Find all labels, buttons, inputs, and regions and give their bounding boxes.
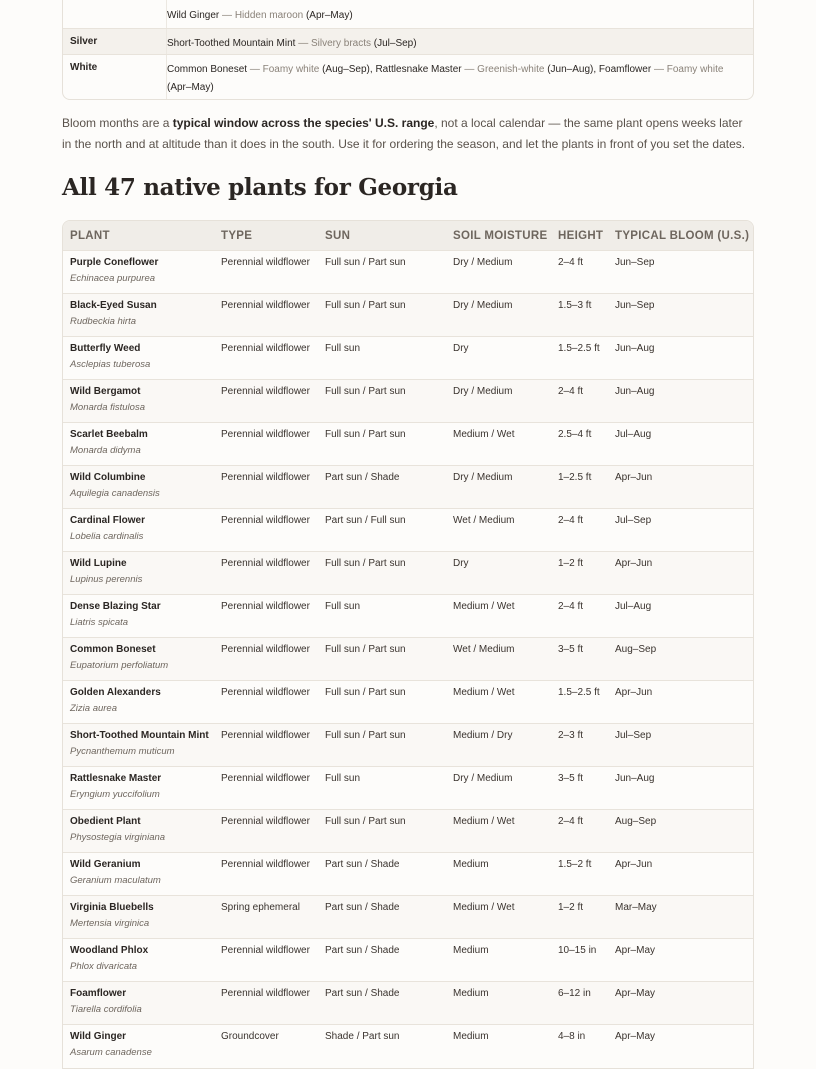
type-cell: Perennial wildflower bbox=[221, 300, 310, 311]
plant-cell bbox=[63, 767, 214, 810]
sun-cell: Part sun / Full sun bbox=[325, 515, 406, 526]
height-cell: 1–2.5 ft bbox=[558, 472, 592, 483]
plant-name: Purple Coneflower bbox=[70, 257, 159, 268]
bloom-cell: Apr–Jun bbox=[615, 859, 653, 870]
soil-cell: Medium / Dry bbox=[453, 730, 513, 741]
plant-ref: Wild Ginger — Hidden maroon (Apr–May) bbox=[167, 10, 353, 21]
plant-cell bbox=[63, 595, 214, 638]
color-group-plants bbox=[167, 0, 753, 28]
type-cell: Spring ephemeral bbox=[221, 902, 300, 913]
color-row bbox=[63, 28, 753, 54]
bloom-cell: Apr–May bbox=[615, 1031, 656, 1042]
bloom-cell: Aug–Sep bbox=[615, 644, 657, 655]
plant-cell bbox=[63, 896, 214, 939]
soil-cell: Medium / Wet bbox=[453, 687, 515, 698]
height-cell: 3–5 ft bbox=[558, 773, 584, 784]
scientific-name: Asclepias tuberosa bbox=[70, 359, 151, 370]
table-row bbox=[63, 509, 753, 552]
scientific-name: Echinacea purpurea bbox=[70, 273, 156, 284]
sun-cell: Part sun / Shade bbox=[325, 988, 400, 999]
bloom-cell: Jun–Aug bbox=[615, 386, 655, 397]
plant-name: Butterfly Weed bbox=[70, 343, 141, 354]
plant-cell bbox=[63, 939, 214, 982]
sun-cell: Full sun bbox=[325, 343, 361, 354]
sun-cell: Full sun / Part sun bbox=[325, 300, 406, 311]
soil-cell: Dry bbox=[453, 343, 469, 354]
plant-cell bbox=[63, 810, 214, 853]
plant-name: Wild Ginger bbox=[70, 1031, 127, 1042]
type-cell: Perennial wildflower bbox=[221, 343, 310, 354]
type-cell: Groundcover bbox=[221, 1031, 279, 1042]
plant-name: Virginia Bluebells bbox=[70, 902, 154, 913]
soil-cell: Dry / Medium bbox=[453, 773, 513, 784]
plant-ref: Common Boneset — Foamy white (Aug–Sep) bbox=[167, 64, 370, 75]
sun-cell: Shade / Part sun bbox=[325, 1031, 400, 1042]
soil-cell: Wet / Medium bbox=[453, 515, 515, 526]
scientific-name: Physostegia virginiana bbox=[70, 832, 166, 843]
plant-name: Rattlesnake Master bbox=[70, 773, 162, 784]
height-cell: 2–4 ft bbox=[558, 386, 584, 397]
color-row bbox=[63, 0, 753, 28]
type-cell: Perennial wildflower bbox=[221, 558, 310, 569]
col-header-plant[interactable]: PLANT bbox=[63, 221, 214, 251]
soil-cell: Medium / Wet bbox=[453, 902, 515, 913]
height-cell: 4–8 in bbox=[558, 1031, 586, 1042]
soil-cell: Dry / Medium bbox=[453, 386, 513, 397]
bloom-cell: Apr–Jun bbox=[615, 687, 653, 698]
bloom-cell: Jun–Sep bbox=[615, 300, 655, 311]
plant-cell bbox=[63, 552, 214, 595]
type-cell: Perennial wildflower bbox=[221, 859, 310, 870]
sun-cell: Full sun / Part sun bbox=[325, 429, 406, 440]
table-row bbox=[63, 294, 753, 337]
sun-cell: Full sun / Part sun bbox=[325, 558, 406, 569]
soil-cell: Dry / Medium bbox=[453, 300, 513, 311]
type-cell: Perennial wildflower bbox=[221, 730, 310, 741]
scientific-name: Phlox divaricata bbox=[70, 961, 138, 972]
scientific-name: Pycnanthemum muticum bbox=[70, 746, 175, 757]
height-cell: 2.5–4 ft bbox=[558, 429, 592, 440]
bloom-cell: Apr–Jun bbox=[615, 472, 653, 483]
plant-ref: Foamflower — Foamy white (Apr–May) bbox=[167, 64, 724, 93]
plant-name: Short-Toothed Mountain Mint bbox=[70, 730, 209, 741]
plant-name: Wild Lupine bbox=[70, 558, 127, 569]
col-header-soil-moisture[interactable]: SOIL MOISTURE bbox=[446, 221, 551, 251]
table-row bbox=[63, 595, 753, 638]
scientific-name: Eryngium yuccifolium bbox=[70, 789, 160, 800]
plant-cell bbox=[63, 681, 214, 724]
soil-cell: Medium bbox=[453, 945, 489, 956]
soil-cell: Medium bbox=[453, 859, 489, 870]
bloom-cell: Jul–Sep bbox=[615, 515, 652, 526]
plant-cell bbox=[63, 638, 214, 681]
sun-cell: Full sun / Part sun bbox=[325, 816, 406, 827]
plant-name: Scarlet Beebalm bbox=[70, 429, 148, 440]
scientific-name: Eupatorium perfoliatum bbox=[70, 660, 169, 671]
col-header-sun[interactable]: SUN bbox=[318, 221, 446, 251]
bloom-cell: Jun–Aug bbox=[615, 343, 655, 354]
type-cell: Perennial wildflower bbox=[221, 773, 310, 784]
color-group-name: Silver bbox=[63, 29, 167, 54]
scientific-name: Tiarella cordifolia bbox=[70, 1004, 142, 1015]
sun-cell: Full sun / Part sun bbox=[325, 386, 406, 397]
sun-cell: Part sun / Shade bbox=[325, 902, 400, 913]
bloom-note: Bloom months are a typical window across the species' U.S. range, not a local calendar — the same plant opens weeks later in the north and at altitude than it does in the south. Use it for ordering the season, and let the plants in front of you set the dates. bbox=[62, 116, 746, 151]
plant-name: Foamflower bbox=[70, 988, 127, 999]
height-cell: 2–4 ft bbox=[558, 601, 584, 612]
plant-name: Cardinal Flower bbox=[70, 515, 146, 526]
soil-cell: Wet / Medium bbox=[453, 644, 515, 655]
scientific-name: Lupinus perennis bbox=[70, 574, 143, 585]
table-row bbox=[63, 552, 753, 595]
table-row bbox=[63, 1025, 753, 1068]
bloom-cell: Jul–Aug bbox=[615, 601, 652, 612]
table-row bbox=[63, 724, 753, 767]
soil-cell: Medium bbox=[453, 1031, 489, 1042]
height-cell: 2–3 ft bbox=[558, 730, 584, 741]
sun-cell: Full sun / Part sun bbox=[325, 687, 406, 698]
type-cell: Perennial wildflower bbox=[221, 515, 310, 526]
table-row bbox=[63, 466, 753, 509]
table-row bbox=[63, 423, 753, 466]
bloom-cell: Apr–May bbox=[615, 945, 656, 956]
table-row bbox=[63, 681, 753, 724]
sun-cell: Full sun / Part sun bbox=[325, 257, 406, 268]
type-cell: Perennial wildflower bbox=[221, 945, 310, 956]
bloom-cell: Apr–Jun bbox=[615, 558, 653, 569]
height-cell: 1.5–2 ft bbox=[558, 859, 592, 870]
type-cell: Perennial wildflower bbox=[221, 644, 310, 655]
scientific-name: Monarda didyma bbox=[70, 445, 141, 456]
bloom-cell: Jul–Aug bbox=[615, 429, 652, 440]
soil-cell: Medium / Wet bbox=[453, 429, 515, 440]
table-row bbox=[63, 767, 753, 810]
bloom-cell: Apr–May bbox=[615, 988, 656, 999]
col-header-bloom[interactable]: TYPICAL BLOOM (U.S.) bbox=[608, 221, 753, 251]
height-cell: 10–15 in bbox=[558, 945, 597, 956]
height-cell: 1.5–3 ft bbox=[558, 300, 592, 311]
plant-cell bbox=[63, 251, 214, 294]
scientific-name: Rudbeckia hirta bbox=[70, 316, 137, 327]
bloom-cell: Mar–May bbox=[615, 902, 657, 913]
scientific-name: Mertensia virginica bbox=[70, 918, 150, 929]
scientific-name: Lobelia cardinalis bbox=[70, 531, 144, 542]
plant-name: Wild Columbine bbox=[70, 472, 146, 483]
plant-name: Golden Alexanders bbox=[70, 687, 161, 698]
table-row bbox=[63, 638, 753, 681]
height-cell: 3–5 ft bbox=[558, 644, 584, 655]
height-cell: 2–4 ft bbox=[558, 257, 584, 268]
col-header-height[interactable]: HEIGHT bbox=[551, 221, 608, 251]
plant-cell bbox=[63, 423, 214, 466]
type-cell: Perennial wildflower bbox=[221, 601, 310, 612]
plant-name: Wild Bergamot bbox=[70, 386, 141, 397]
scientific-name: Geranium maculatum bbox=[70, 875, 161, 886]
plant-cell bbox=[63, 466, 214, 509]
plant-name: Woodland Phlox bbox=[70, 945, 149, 956]
plant-cell bbox=[63, 509, 214, 552]
soil-cell: Medium bbox=[453, 988, 489, 999]
soil-cell: Medium / Wet bbox=[453, 601, 515, 612]
color-group-plants: Common Boneset — Foamy white (Aug–Sep), Rattlesnake Master — Greenish-white (Jun–Aug), Foamflower — Foamy white (Apr–May) bbox=[167, 64, 724, 93]
table-row bbox=[63, 939, 753, 982]
plant-name: Dense Blazing Star bbox=[70, 601, 161, 612]
color-group-name: White bbox=[63, 55, 167, 99]
table-row bbox=[63, 251, 753, 294]
soil-cell: Dry / Medium bbox=[453, 257, 513, 268]
plant-ref: Rattlesnake Master — Greenish-white (Jun–Aug) bbox=[375, 64, 594, 75]
plant-name: Common Boneset bbox=[70, 644, 156, 655]
soil-cell: Dry bbox=[453, 558, 469, 569]
type-cell: Perennial wildflower bbox=[221, 386, 310, 397]
bloom-cell: Aug–Sep bbox=[615, 816, 657, 827]
type-cell: Perennial wildflower bbox=[221, 687, 310, 698]
table-header-row bbox=[63, 221, 753, 251]
plant-name: Wild Geranium bbox=[70, 859, 141, 870]
bloom-cell: Jul–Sep bbox=[615, 730, 652, 741]
bloom-note-emphasis: typical window across the species' U.S. range bbox=[172, 116, 435, 130]
plant-cell bbox=[63, 1025, 214, 1068]
plant-cell bbox=[63, 380, 214, 423]
sun-cell: Part sun / Shade bbox=[325, 945, 400, 956]
table-row bbox=[63, 380, 753, 423]
plants-table bbox=[62, 220, 754, 1069]
bloom-cell: Jun–Sep bbox=[615, 257, 655, 268]
height-cell: 1.5–2.5 ft bbox=[558, 343, 600, 354]
height-cell: 1.5–2.5 ft bbox=[558, 687, 600, 698]
height-cell: 1–2 ft bbox=[558, 558, 584, 569]
soil-cell: Dry / Medium bbox=[453, 472, 513, 483]
sun-cell: Part sun / Shade bbox=[325, 472, 400, 483]
soil-cell: Medium / Wet bbox=[453, 816, 515, 827]
plant-cell bbox=[63, 724, 214, 767]
plant-cell bbox=[63, 337, 214, 380]
type-cell: Perennial wildflower bbox=[221, 429, 310, 440]
table-row bbox=[63, 853, 753, 896]
sun-cell: Full sun bbox=[325, 601, 361, 612]
table-row bbox=[63, 982, 753, 1025]
color-row bbox=[63, 54, 753, 99]
table-row bbox=[63, 337, 753, 380]
type-cell: Perennial wildflower bbox=[221, 472, 310, 483]
plant-name: Black-Eyed Susan bbox=[70, 300, 157, 311]
sun-cell: Full sun / Part sun bbox=[325, 730, 406, 741]
sun-cell: Full sun bbox=[325, 773, 361, 784]
type-cell: Perennial wildflower bbox=[221, 988, 310, 999]
scientific-name: Zizia aurea bbox=[70, 703, 117, 714]
plant-name: Obedient Plant bbox=[70, 816, 141, 827]
scientific-name: Asarum canadense bbox=[70, 1047, 152, 1058]
col-header-type[interactable]: TYPE bbox=[214, 221, 318, 251]
table-row bbox=[63, 810, 753, 853]
section-heading: All 47 native plants for Georgia bbox=[62, 174, 458, 201]
plant-cell bbox=[63, 853, 214, 896]
type-cell: Perennial wildflower bbox=[221, 816, 310, 827]
table-row bbox=[63, 896, 753, 939]
bloom-cell: Jun–Aug bbox=[615, 773, 655, 784]
color-group-name bbox=[63, 0, 167, 28]
plant-cell bbox=[63, 294, 214, 337]
height-cell: 1–2 ft bbox=[558, 902, 584, 913]
scientific-name: Aquilegia canadensis bbox=[70, 488, 160, 499]
plant-cell bbox=[63, 982, 214, 1025]
height-cell: 2–4 ft bbox=[558, 515, 584, 526]
color-group-plants bbox=[167, 29, 753, 54]
scientific-name: Liatris spicata bbox=[70, 617, 129, 628]
height-cell: 6–12 in bbox=[558, 988, 591, 999]
height-cell: 2–4 ft bbox=[558, 816, 584, 827]
scientific-name: Monarda fistulosa bbox=[70, 402, 145, 413]
bloom-color-table bbox=[62, 0, 754, 100]
plant-ref: Short-Toothed Mountain Mint — Silvery bracts (Jul–Sep) bbox=[167, 38, 417, 49]
type-cell: Perennial wildflower bbox=[221, 257, 310, 268]
sun-cell: Part sun / Shade bbox=[325, 859, 400, 870]
sun-cell: Full sun / Part sun bbox=[325, 644, 406, 655]
